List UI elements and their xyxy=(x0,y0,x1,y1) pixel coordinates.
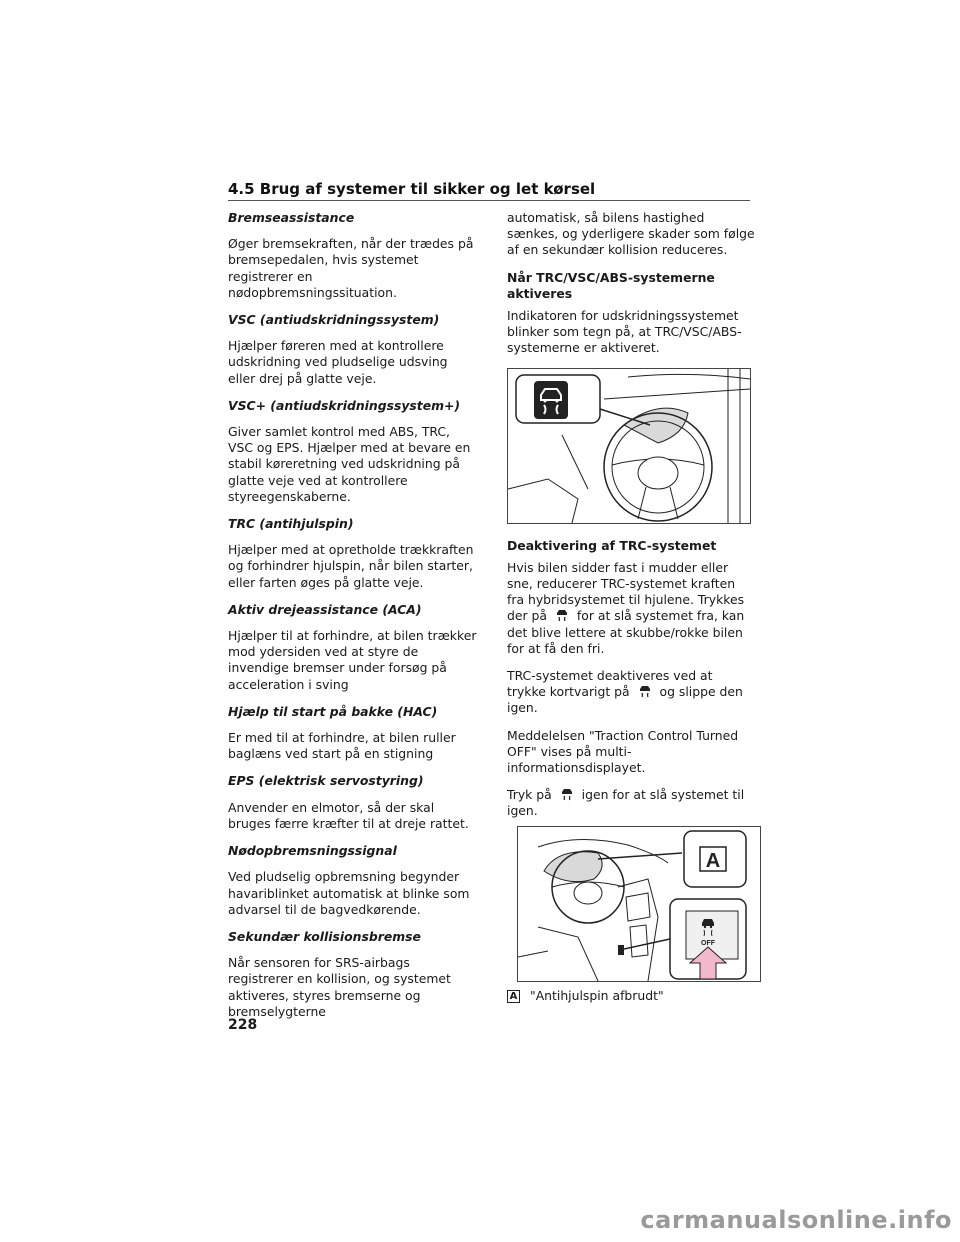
text-part: igen for at slå systemet til igen. xyxy=(507,787,745,819)
text-part: Hvis bilen sidder fast i mudder eller sne, reducerer TRC-systemet kraften fra hybridsystemet til hjulene. Trykkes der på xyxy=(507,559,745,624)
left-column xyxy=(228,210,478,1031)
body-hac: Er med til at forhindre, at bilen ruller baglæns ved start på en stigning xyxy=(228,730,456,762)
body-trc-deactivation-4 xyxy=(507,787,755,819)
figure-reference xyxy=(507,988,755,1004)
body-vsc-plus: Giver samlet kontrol med ABS, TRC, VSC og EPS. Hjælper med at bevare en stabil køreretning ved udskridning på glatte veje ved at kontrollere styreegenskaberne. xyxy=(228,424,471,504)
reference-letter-a: A xyxy=(507,990,520,1003)
heading-trc: TRC (antihjulspin) xyxy=(228,516,354,532)
body-trc-deactivation-2 xyxy=(507,668,755,717)
text-part: for at slå systemet fra, kan det blive lettere at skubbe/rokke bilen for at få den fri. xyxy=(507,608,745,656)
body-eps: Anvender en elmotor, så der skal bruges færre kræfter til at dreje rattet. xyxy=(228,799,469,831)
heading-eps: EPS (elektrisk servostyring) xyxy=(228,773,424,789)
heading-emergency-signal: Nødopbremsningssignal xyxy=(228,843,397,859)
body-vsc: Hjælper føreren med at kontrollere udskridning ved pludselige udsving eller drej på glatte veje. xyxy=(228,338,448,386)
body-aca: Hjælper til at forhindre, at bilen trækker mod ydersiden ved at styre de invendige bremser under forsøg på acceleration i sving xyxy=(228,628,477,692)
body-trc-deactivation-1 xyxy=(507,560,755,657)
body-continuation: automatisk, så bilens hastighed sænkes, og yderligere skader som følge af en sekundær kollision reduceres. xyxy=(507,210,755,258)
body-systems-active: Indikatoren for udskridningssystemet blinker som tegn på, at TRC/VSC/ABS-systemerne er aktiveret. xyxy=(507,308,742,356)
heading-trc-deactivation: Deaktivering af TRC-systemet xyxy=(507,537,717,553)
slip-switch-icon xyxy=(637,684,653,698)
trc-off-switch-illustration xyxy=(517,826,761,982)
body-brake-assist: Øger bremsekraften, når der trædes på bremsepedalen, hvis systemet registrerer en nødopbremsningssituation. xyxy=(228,236,474,300)
heading-systems-active: Når TRC/VSC/ABS-systemerne aktiveres xyxy=(507,269,715,301)
dashboard-drawing xyxy=(508,369,750,523)
heading-brake-assist: Bremseassistance xyxy=(228,210,355,225)
right-column xyxy=(507,210,755,1004)
heading-secondary-collision-brake: Sekundær kollisionsbremse xyxy=(228,928,421,944)
slip-switch-icon xyxy=(559,787,575,801)
heading-hac: Hjælp til start på bakke (HAC) xyxy=(228,703,438,719)
dashboard-slip-indicator-illustration xyxy=(507,368,751,524)
page-number: 228 xyxy=(228,1017,258,1033)
text-part: og slippe den igen. xyxy=(507,684,743,716)
slip-switch-icon xyxy=(554,608,570,622)
callout-a-label: A xyxy=(705,849,721,872)
watermark: carmanualsonline.info xyxy=(640,1206,952,1234)
header-rule xyxy=(228,200,750,201)
section-title: 4.5 Brug af systemer til sikker og let kørsel xyxy=(228,180,596,198)
body-secondary-collision-brake: Når sensoren for SRS-airbags registrerer en kollision, og systemet aktiveres, styres bremserne og bremselygterne xyxy=(228,955,451,1019)
text-part: TRC-systemet deaktiveres ved at trykke kortvarigt på xyxy=(507,668,713,700)
switch-drawing xyxy=(518,827,760,981)
reference-text: "Antihjulspin afbrudt" xyxy=(530,987,664,1003)
switch-off-label: OFF xyxy=(701,939,715,947)
body-trc: Hjælper med at opretholde trækkraften og forhindrer hjulspin, når bilen starter, eller farten øges på glatte veje. xyxy=(228,542,474,590)
text-part: Tryk på xyxy=(507,787,552,803)
heading-vsc-plus: VSC+ (antiudskridningssystem+) xyxy=(228,397,461,413)
heading-aca: Aktiv drejeassistance (ACA) xyxy=(228,601,422,617)
body-emergency-signal: Ved pludselig opbremsning begynder havariblinket automatisk at blinke som advarsel til de bagvedkørende. xyxy=(228,869,470,917)
body-trc-deactivation-3: Meddelelsen "Traction Control Turned OFF" vises på multi-informationsdisplayet. xyxy=(507,727,739,776)
heading-vsc: VSC (antiudskridningssystem) xyxy=(228,312,440,328)
